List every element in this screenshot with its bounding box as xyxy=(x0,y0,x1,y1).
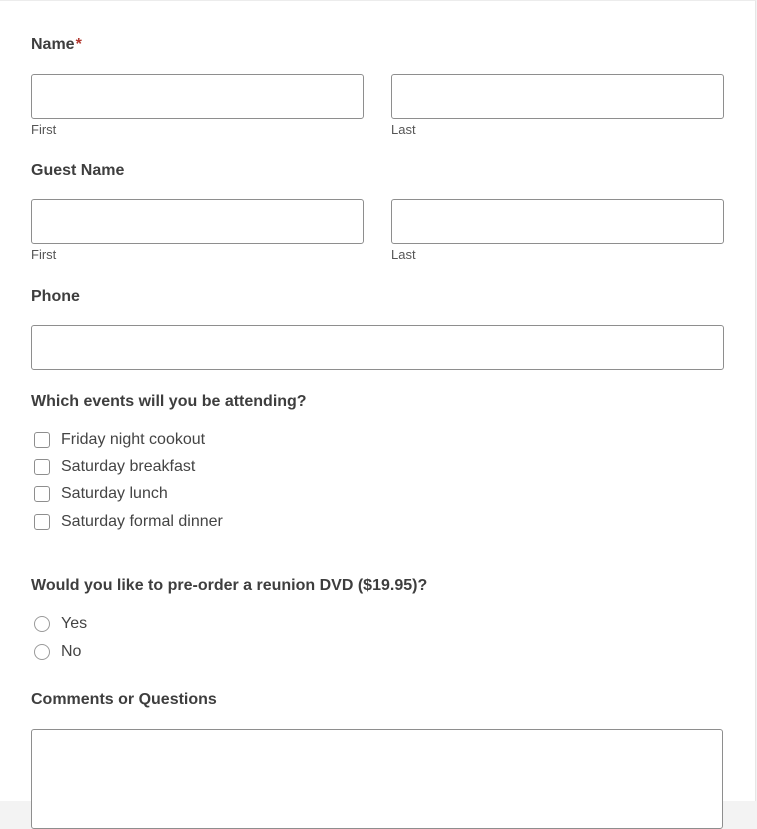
guest-first-input[interactable] xyxy=(31,199,364,244)
radio-icon[interactable] xyxy=(34,616,50,632)
event-option-label: Friday night cookout xyxy=(61,431,206,448)
comments-textarea[interactable] xyxy=(31,729,723,829)
events-label: Which events will you be attending? xyxy=(31,393,307,410)
event-option-label: Saturday breakfast xyxy=(61,458,196,475)
name-label xyxy=(31,36,82,54)
dvd-option-yes[interactable] xyxy=(34,614,87,634)
event-option-label: Saturday formal dinner xyxy=(61,513,223,530)
checkbox-icon[interactable] xyxy=(34,459,50,475)
name-label-text: Name xyxy=(31,36,75,53)
guest-first-sublabel: First xyxy=(31,247,57,262)
radio-icon[interactable] xyxy=(34,644,50,660)
name-first-sublabel: First xyxy=(31,122,57,137)
name-last-sublabel: Last xyxy=(391,122,416,137)
event-option-saturday-formal-dinner[interactable] xyxy=(34,512,223,532)
name-last-input[interactable] xyxy=(391,74,724,119)
event-option-label: Saturday lunch xyxy=(61,485,168,502)
phone-input[interactable] xyxy=(31,325,724,370)
checkbox-icon[interactable] xyxy=(34,514,50,530)
checkbox-icon[interactable] xyxy=(34,432,50,448)
name-first-input[interactable] xyxy=(31,74,364,119)
phone-label: Phone xyxy=(31,288,80,305)
event-option-saturday-breakfast[interactable] xyxy=(34,457,195,477)
checkbox-icon[interactable] xyxy=(34,486,50,502)
guest-last-input[interactable] xyxy=(391,199,724,244)
dvd-option-label: No xyxy=(61,643,82,660)
event-option-saturday-lunch[interactable] xyxy=(34,484,168,504)
dvd-option-label: Yes xyxy=(61,615,88,632)
comments-label: Comments or Questions xyxy=(31,691,217,708)
required-mark: * xyxy=(75,36,82,53)
event-option-friday-cookout[interactable] xyxy=(34,430,205,450)
guest-last-sublabel: Last xyxy=(391,247,416,262)
guest-name-label: Guest Name xyxy=(31,162,125,179)
dvd-label: Would you like to pre-order a reunion DVD ($19.95)? xyxy=(31,577,428,594)
dvd-option-no[interactable] xyxy=(34,642,81,662)
